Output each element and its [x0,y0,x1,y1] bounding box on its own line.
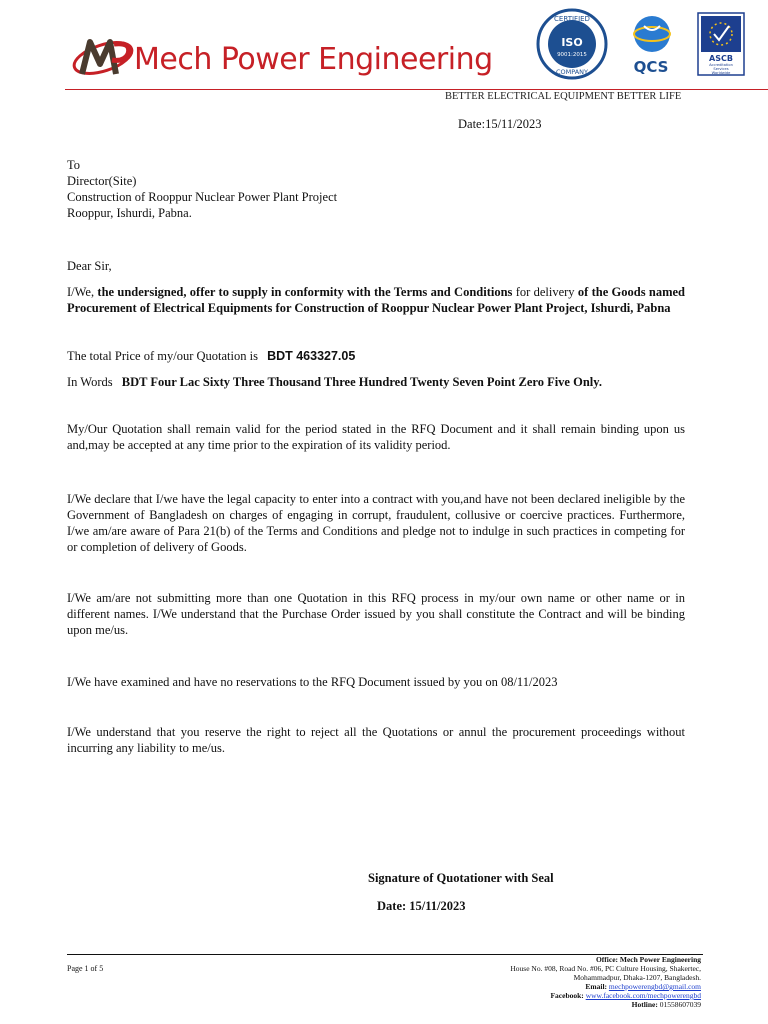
words-value: BDT Four Lac Sixty Three Thousand Three Hundred Twenty Seven Point Zero Five Only. [121,375,602,389]
intro-paragraph [67,284,685,316]
words-label: In Words [67,375,113,389]
recipient-line3: Rooppur, Ishurdi, Pabna. [67,206,192,220]
signature-date: Date: 15/11/2023 [377,899,466,913]
recipient-line2: Construction of Rooppur Nuclear Power Plant Project [67,190,338,204]
examined-paragraph: I/We have examined and have no reservations to the RFQ Document issued by you on 08/11/2023 [67,675,558,689]
salutation: Dear Sir, [67,259,112,273]
recipient-block [67,157,685,221]
price-line [67,348,685,364]
declaration-paragraph: I/We declare that I/we have the legal capacity to enter into a contract with you,and have not been declared ineligible by the Government of Bangladesh on charges of engaging in corrupt, fraudulent, collusive or coercive practices. Furthermore, I/we am/are aware of Para 21(b) of the Terms and Conditions and pledge not to indulge in such practices in competing for or completion of delivery of Goods. [67,492,685,554]
footer-contact-block [510,955,701,1009]
qcs-badge-label: QCS [633,58,669,76]
footer-office: Office: Mech Power Engineering [595,955,701,964]
footer-address-line1: House No. #08, Road No. #06, PC Culture Housing, Shakertec, [510,964,701,973]
iso-badge-bottom-text: COMPANY [555,68,589,76]
single-quotation-paragraph: I/We am/are not submitting more than one Quotation in this RFQ process in my/our own name or other name or in different names. I/We understand that the Purchase Order issued by you shall constitute the Contract and will be binding upon me/us. [67,591,685,637]
letter-date: Date:15/11/2023 [458,117,542,131]
intro-normal-text: for delivery [512,285,578,299]
company-slogan: BETTER ELECTRICAL EQUIPMENT BETTER LIFE [445,91,682,102]
footer-hotline-label: Hotline: [631,1000,658,1009]
signature-label: Signature of Quotationer with Seal [368,871,554,885]
iso-badge-top-text: CERTIFIED [554,15,590,23]
price-label: The total Price of my/our Quotation is [67,349,258,363]
qcs-badge [622,12,682,78]
intro-prefix: I/We, [67,285,95,299]
ascb-badge [697,12,745,76]
page-number: Page 1 of 5 [67,964,104,973]
iso-certified-badge [536,8,608,80]
ascb-badge-sub1: Accreditation [709,63,733,67]
footer-hotline: 01558607039 [659,1000,701,1009]
footer-facebook-label: Facebook: [550,991,584,1000]
intro-bold-text: the undersigned, offer to supply in conformity with the Terms and Conditions [94,285,513,299]
ascb-badge-sub2: Services [713,67,729,71]
company-name: Mech Power Engineering [134,42,493,77]
company-logo-mark [70,32,140,84]
iso-badge-center-text: ISO [561,36,583,49]
footer-email-label: Email: [585,982,608,991]
footer-facebook-link[interactable]: www.facebook.com/mechpowerengbd [585,991,701,1000]
ascb-badge-sub3: Worldwide [711,71,731,75]
ascb-badge-label: ASCB [709,54,733,63]
iso-badge-code: 9001:2015 [557,52,587,58]
price-value: BDT 463327.05 [267,349,356,363]
footer-address-line2: Mohammadpur, Dhaka-1207, Bangladesh. [573,973,701,982]
recipient-to: To [67,158,81,172]
validity-paragraph: My/Our Quotation shall remain valid for the period stated in the RFQ Document and it shall remain binding upon us and,may be accepted at any time prior to the expiration of its validity period. [67,422,685,452]
header-divider [65,89,768,90]
footer-email-link[interactable]: mechpowerengbd@gmail.com [608,982,701,991]
intro-goods-text: of the Goods named Procurement of Electrical Equipments for Construction of Rooppur Nuclear Power Plant Project, Ishurdi, Pabna [67,285,686,315]
words-line [67,374,685,390]
recipient-line1: Director(Site) [67,174,137,188]
reservation-paragraph: I/We understand that you reserve the right to reject all the Quotations or annul the procurement proceedings without incurring any liability to me/us. [67,725,685,755]
